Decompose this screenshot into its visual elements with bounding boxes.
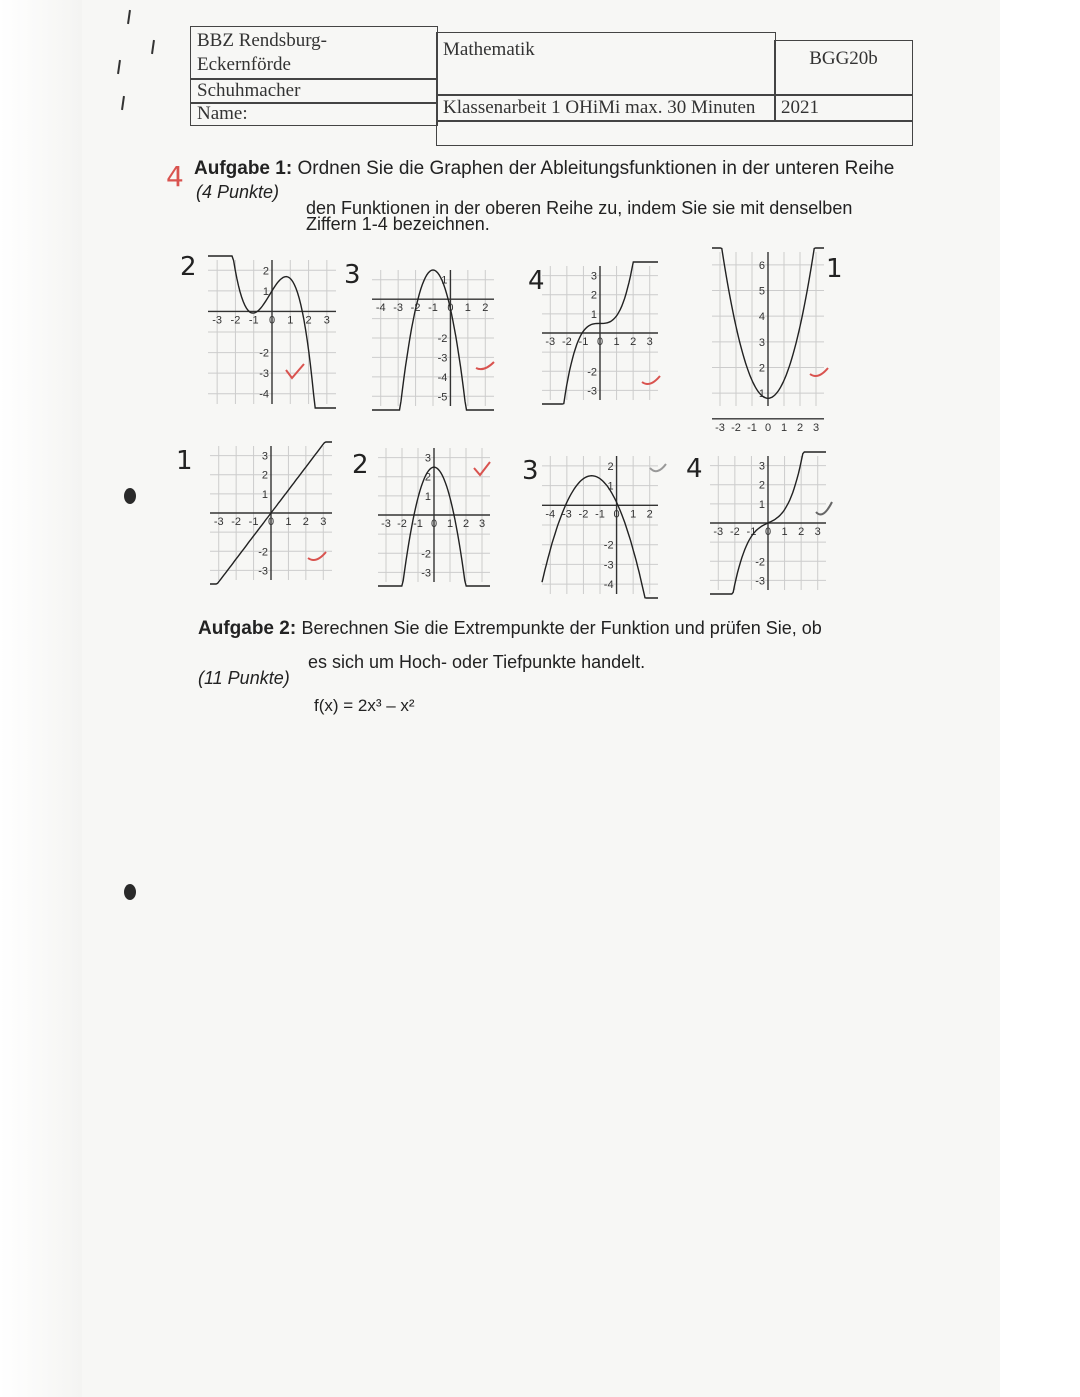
top-graph-4-y-tick-label: 6 xyxy=(758,259,765,272)
top-graph-1-y-tick-label: 1 xyxy=(262,285,269,298)
bottom-graph-4 xyxy=(700,448,836,598)
bottom-graph-2-y-tick-label: 1 xyxy=(424,490,431,503)
bottom-graph-4-x-tick-label: 0 xyxy=(764,526,772,538)
top-graph-4-x-tick-label: -2 xyxy=(731,421,741,434)
task1-title-line xyxy=(194,158,894,180)
top-graph-1-x-tick-label: 1 xyxy=(287,314,294,327)
bottom-graph-3-x-tick-label: -2 xyxy=(578,508,589,521)
task1-points: (4 Punkte) xyxy=(196,182,280,202)
teacher-cell xyxy=(190,78,438,104)
task1-text-line2: den Funktionen in der oberen Reihe zu, indem Sie sie mit denselben xyxy=(306,198,853,218)
top-graph-2-x-tick-label: 1 xyxy=(464,302,471,315)
top-graph-3-y-tick-label: -3 xyxy=(587,385,597,398)
bottom-graph-4-y-tick-label: 3 xyxy=(758,460,765,473)
top-graph-2 xyxy=(362,262,504,414)
exam-cell xyxy=(436,94,776,122)
bottom-graph-4-x-tick-label: 1 xyxy=(781,526,788,538)
top-graph-1-x-tick-label: -2 xyxy=(230,314,241,327)
top-graph-2-y-tick-label: 1 xyxy=(441,274,448,287)
teacher-name: Schuhmacher xyxy=(197,80,301,101)
class-name: BGG20b xyxy=(809,48,878,69)
task2-title: Aufgabe 2: xyxy=(198,618,297,639)
top-graph-4-y-tick-label: 3 xyxy=(758,336,765,349)
bottom-graph-3-x-tick-label: 0 xyxy=(613,508,620,521)
top-graph-1-x-tick-label: 0 xyxy=(268,314,276,327)
blank-cell xyxy=(436,120,913,146)
bottom-graph-4-y-tick-label: -2 xyxy=(755,556,765,569)
bottom-graph-2-x-tick-label: 0 xyxy=(430,518,438,530)
task1-text-line1: Ordnen Sie die Graphen der Ableitungsfunktionen in der unteren Reihe xyxy=(297,158,895,179)
school-name: BBZ Rendsburg- xyxy=(197,30,328,51)
name-label: Name: xyxy=(197,103,248,124)
top-graph-4-x-tick-label: 2 xyxy=(796,421,804,434)
top-graph-3-x-tick-label: 3 xyxy=(646,336,653,348)
top-graph-4-y-tick-label: 1 xyxy=(758,388,765,401)
top-graph-3-y-tick-label: -2 xyxy=(587,366,597,379)
top-graph-1-svg xyxy=(198,252,346,412)
bottom-graph-2-x-tick-label: 3 xyxy=(478,518,486,530)
bottom-graph-2-x-tick-label: 1 xyxy=(446,518,454,530)
score-mark: 4 xyxy=(166,160,184,193)
bottom-graph-2-y-tick-label: 2 xyxy=(424,471,431,484)
top-graph-2-x-tick-label: 2 xyxy=(482,302,489,315)
top-graph-3-x-tick-label: -3 xyxy=(545,336,556,348)
top-graph-2-x-tick-label: -3 xyxy=(393,302,404,315)
task1-text-line3: Ziffern 1-4 bezeichnen. xyxy=(306,214,490,234)
top-graph-3-number: 4 xyxy=(528,266,545,296)
bottom-graph-2-y-tick-label: -3 xyxy=(421,567,431,580)
top-graph-4 xyxy=(702,244,834,434)
bottom-graph-3-x-tick-label: -4 xyxy=(545,508,556,521)
year-cell xyxy=(774,94,913,122)
bottom-graph-4-x-tick-label: 3 xyxy=(814,526,821,538)
top-graph-1-x-tick-label: -1 xyxy=(248,314,259,327)
check-mark xyxy=(648,460,668,478)
top-graph-1-y-tick-label: 2 xyxy=(262,265,269,278)
bottom-graph-3-number: 3 xyxy=(522,456,539,486)
top-graph-3-x-tick-label: 0 xyxy=(596,336,604,348)
bottom-graph-3-y-tick-label: 2 xyxy=(607,460,614,473)
subject: Mathematik xyxy=(443,39,535,60)
top-graph-1-y-tick-label: -4 xyxy=(259,388,269,401)
bottom-graph-4-y-tick-label: 2 xyxy=(758,479,765,492)
top-graph-2-x-tick-label: 0 xyxy=(447,302,454,315)
bottom-graph-2-x-tick-label: 2 xyxy=(462,518,470,530)
bottom-graph-1-y-tick-label: 3 xyxy=(261,450,268,463)
top-graph-2-y-tick-label: -5 xyxy=(437,391,448,404)
top-graph-4-y-tick-label: 2 xyxy=(758,362,765,375)
top-graph-1-x-tick-label: 2 xyxy=(305,314,312,327)
page-margin xyxy=(0,0,82,1397)
bottom-graph-2-x-tick-label: -2 xyxy=(397,518,407,530)
school-location: Eckernförde xyxy=(197,54,291,75)
bottom-graph-3-y-tick-label: -4 xyxy=(603,579,614,592)
top-graph-4-svg xyxy=(702,244,834,434)
bottom-graph-1-x-tick-label: 3 xyxy=(320,516,327,528)
check-mark xyxy=(640,372,662,390)
bottom-graph-1-y-tick-label: 1 xyxy=(261,488,268,501)
top-graph-2-y-tick-label: -2 xyxy=(437,333,448,345)
bottom-graph-3-y-tick-label: -2 xyxy=(603,539,614,552)
exam-header xyxy=(190,26,913,148)
check-mark xyxy=(284,362,306,382)
check-mark xyxy=(474,356,496,374)
bottom-graph-3-x-tick-label: -3 xyxy=(561,508,572,521)
top-graph-1-y-tick-label: -2 xyxy=(259,347,269,360)
check-mark xyxy=(814,500,834,522)
bottom-graph-1-x-tick-label: 0 xyxy=(267,516,275,528)
subject-cell xyxy=(436,32,776,96)
exam-year: 2021 xyxy=(781,97,819,118)
bottom-graph-2-x-tick-label: -3 xyxy=(381,518,391,530)
bottom-graph-1-y-tick-label: -2 xyxy=(258,546,268,559)
bottom-graph-1-y-tick-label: 2 xyxy=(261,469,268,482)
bottom-graph-3-y-tick-label: -3 xyxy=(603,559,614,572)
bottom-graph-4-x-tick-label: -2 xyxy=(729,526,740,538)
top-graph-2-x-tick-label: -4 xyxy=(375,302,386,315)
bottom-graph-4-y-tick-label: -3 xyxy=(755,575,765,588)
top-graph-4-y-tick-label: 5 xyxy=(758,285,765,298)
bottom-graph-4-svg xyxy=(700,448,836,598)
top-graph-2-svg xyxy=(362,262,504,414)
class-cell xyxy=(774,40,913,96)
top-graph-2-number: 3 xyxy=(344,260,361,290)
task2-formula: f(x) = 2x³ – x² xyxy=(314,696,415,715)
top-graph-2-x-tick-label: -2 xyxy=(410,302,421,315)
bottom-graph-1-number: 1 xyxy=(176,446,193,476)
name-cell xyxy=(190,102,438,126)
check-mark xyxy=(306,548,328,566)
bottom-graph-1-x-tick-label: 1 xyxy=(285,516,292,528)
task2-title-line xyxy=(198,618,822,640)
top-graph-3-x-tick-label: 1 xyxy=(613,336,620,348)
top-graph-3-y-tick-label: 3 xyxy=(590,270,597,283)
task2-text-line1: Berechnen Sie die Extrempunkte der Funktion und prüfen Sie, ob xyxy=(301,618,822,638)
bottom-graph-2-number: 2 xyxy=(352,450,369,480)
top-graph-1-y-tick-label: -3 xyxy=(259,368,269,381)
top-graph-3-y-tick-label: 2 xyxy=(590,289,597,302)
bottom-graph-1-x-tick-label: -1 xyxy=(248,516,259,528)
top-graph-1-x-tick-label: -3 xyxy=(212,314,223,327)
top-graph-4-x-tick-label: -3 xyxy=(715,421,725,434)
bottom-graph-4-x-tick-label: 2 xyxy=(798,526,805,538)
top-graph-1 xyxy=(198,252,346,412)
bottom-graph-3-x-tick-label: -1 xyxy=(595,508,605,521)
bottom-graph-3-y-tick-label: 1 xyxy=(607,480,614,493)
bottom-graph-4-x-tick-label: -3 xyxy=(713,526,724,538)
bottom-graph-4-number: 4 xyxy=(686,454,703,484)
top-graph-4-x-tick-label: 3 xyxy=(812,421,820,434)
top-graph-1-x-tick-label: 3 xyxy=(323,314,330,327)
bottom-graph-2-y-tick-label: 3 xyxy=(424,452,431,465)
top-graph-3-x-tick-label: -1 xyxy=(578,336,589,348)
bottom-graph-4-x-tick-label: -1 xyxy=(746,526,757,538)
bottom-graph-4-y-tick-label: 1 xyxy=(758,498,765,511)
punch-hole xyxy=(124,884,136,900)
top-graph-2-y-tick-label: -4 xyxy=(437,371,448,384)
school-cell xyxy=(190,26,438,80)
task2-text-line2: es sich um Hoch- oder Tiefpunkte handelt. xyxy=(308,652,646,672)
top-graph-4-x-tick-label: 0 xyxy=(764,421,772,434)
bottom-graph-2-x-tick-label: -1 xyxy=(413,518,423,530)
bottom-graph-1-x-tick-label: -2 xyxy=(231,516,242,528)
bottom-graph-3-x-tick-label: 1 xyxy=(630,508,637,521)
task1-title: Aufgabe 1: xyxy=(194,158,293,179)
top-graph-2-x-tick-label: -1 xyxy=(428,302,438,315)
bottom-graph-1-x-tick-label: -3 xyxy=(213,516,224,528)
check-mark xyxy=(472,460,492,478)
top-graph-2-y-tick-label: -3 xyxy=(437,352,448,365)
exam-title: Klassenarbeit 1 OHiMi max. 30 Minuten xyxy=(443,97,756,118)
task2-points: (11 Punkte) xyxy=(198,668,290,688)
bottom-graph-1-x-tick-label: 2 xyxy=(302,516,309,528)
top-graph-4-x-tick-label: 1 xyxy=(780,421,788,434)
bottom-graph-2-y-tick-label: -2 xyxy=(421,548,431,561)
bottom-graph-3-x-tick-label: 2 xyxy=(646,508,653,521)
punch-hole xyxy=(124,488,136,504)
top-graph-3-x-tick-label: -2 xyxy=(561,336,572,348)
top-graph-4-x-tick-label: -1 xyxy=(747,421,757,434)
top-graph-1-number: 2 xyxy=(180,252,197,282)
top-graph-4-y-tick-label: 4 xyxy=(758,311,765,324)
top-graph-3-y-tick-label: 1 xyxy=(590,308,597,321)
check-mark xyxy=(808,364,830,382)
top-graph-3-x-tick-label: 2 xyxy=(630,336,637,348)
bottom-graph-1-y-tick-label: -3 xyxy=(258,565,268,578)
top-graph-4-number: 1 xyxy=(826,254,843,284)
